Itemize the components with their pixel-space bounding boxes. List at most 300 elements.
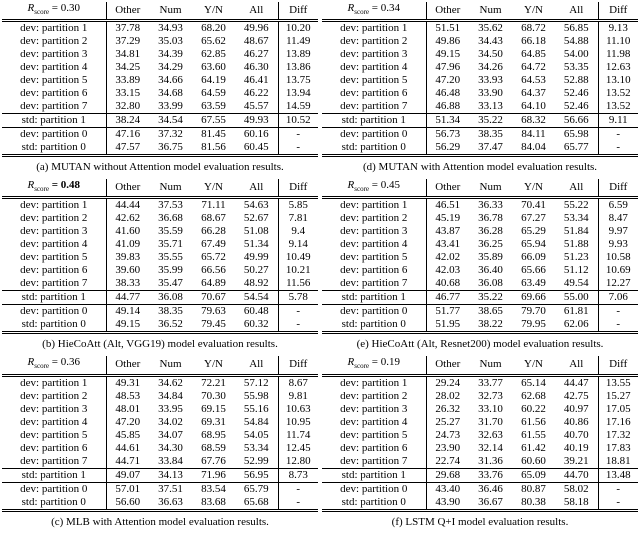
cell-all: 54.88 bbox=[563, 35, 589, 48]
cell-other: 43.41 bbox=[426, 238, 469, 251]
cell-diff: 10.49 bbox=[278, 251, 318, 264]
row-label: dev: partition 5 bbox=[340, 251, 408, 264]
table-row bbox=[2, 468, 318, 482]
cell-other: 51.34 bbox=[426, 114, 469, 128]
cell-diff: 13.75 bbox=[278, 74, 318, 87]
cell-yn: 62.68 bbox=[521, 389, 546, 402]
row-label: dev: partition 7 bbox=[340, 277, 408, 290]
cell-other: 47.96 bbox=[426, 61, 469, 74]
cell-all: 53.34 bbox=[563, 212, 589, 225]
cell-diff: 10.69 bbox=[598, 264, 638, 277]
column-header-diff: Diff bbox=[598, 2, 638, 21]
cell-all: 46.27 bbox=[243, 48, 269, 61]
cell-yn: 66.56 bbox=[201, 264, 226, 277]
cell-other: 41.60 bbox=[106, 225, 149, 238]
cell-yn: 69.31 bbox=[201, 415, 226, 428]
cell-num: 37.47 bbox=[469, 141, 512, 156]
cell-diff: - bbox=[598, 482, 638, 496]
header-row bbox=[2, 179, 318, 198]
cell-num: 33.99 bbox=[158, 100, 183, 113]
table-row bbox=[2, 390, 318, 403]
cell-diff: 8.47 bbox=[598, 212, 638, 225]
cell-other: 51.95 bbox=[426, 318, 469, 333]
cell-diff: 13.10 bbox=[598, 74, 638, 87]
cell-diff: 13.52 bbox=[598, 87, 638, 100]
table-row bbox=[322, 264, 638, 277]
column-header-num: Num bbox=[149, 2, 192, 21]
cell-diff: 17.83 bbox=[598, 442, 638, 455]
table-row bbox=[322, 277, 638, 291]
cell-yn: 67.49 bbox=[201, 238, 226, 251]
cell-other: 47.20 bbox=[106, 416, 149, 429]
row-label: std: partition 1 bbox=[322, 468, 426, 482]
cell-other: 42.03 bbox=[426, 264, 469, 277]
cell-all: 55.00 bbox=[555, 291, 598, 305]
cell-other: 46.88 bbox=[426, 100, 469, 114]
cell-all: 49.93 bbox=[235, 114, 278, 128]
cell-diff: 9.97 bbox=[598, 225, 638, 238]
column-header-diff: Diff bbox=[598, 179, 638, 198]
table-row bbox=[322, 429, 638, 442]
cell-all: 57.12 bbox=[243, 376, 269, 389]
cell-yn: 64.89 bbox=[201, 277, 226, 290]
cell-yn: 80.38 bbox=[512, 496, 555, 511]
right-column bbox=[320, 0, 640, 534]
table-row bbox=[2, 403, 318, 416]
cell-yn: 65.94 bbox=[521, 238, 546, 251]
cell-all: 51.08 bbox=[243, 225, 269, 238]
cell-num: 32.63 bbox=[478, 428, 503, 441]
cell-diff: 8.67 bbox=[278, 375, 318, 390]
row-label: dev: partition 6 bbox=[340, 87, 408, 100]
cell-num: 36.75 bbox=[149, 141, 192, 156]
row-label: dev: partition 4 bbox=[340, 415, 408, 428]
row-label: std: partition 1 bbox=[2, 291, 106, 305]
rscore-header: $R_{score} = 0.19$ bbox=[322, 356, 426, 375]
table-row bbox=[2, 21, 318, 36]
cell-num: 34.68 bbox=[158, 87, 183, 100]
table-row bbox=[322, 61, 638, 74]
cell-diff: 17.05 bbox=[598, 403, 638, 416]
row-label: dev: partition 3 bbox=[20, 225, 88, 238]
cell-diff: 12.45 bbox=[278, 442, 318, 455]
row-label: dev: partition 6 bbox=[20, 441, 88, 454]
cell-num: 36.40 bbox=[478, 264, 503, 277]
cell-num: 38.35 bbox=[149, 305, 192, 319]
cell-all: 55.22 bbox=[563, 199, 589, 212]
table-row bbox=[2, 429, 318, 442]
cell-yn: 67.55 bbox=[192, 114, 235, 128]
cell-all: 52.88 bbox=[563, 74, 589, 87]
cell-yn: 65.72 bbox=[201, 251, 226, 264]
table-row bbox=[2, 305, 318, 319]
table-row bbox=[2, 61, 318, 74]
cell-other: 46.77 bbox=[426, 291, 469, 305]
cell-diff: 9.81 bbox=[278, 390, 318, 403]
cell-yn: 61.55 bbox=[521, 428, 546, 441]
cell-num: 33.95 bbox=[158, 402, 183, 415]
row-label: dev: partition 7 bbox=[340, 100, 408, 113]
row-label: dev: partition 0 bbox=[322, 482, 426, 496]
cell-other: 43.90 bbox=[426, 496, 469, 511]
cell-diff: 10.95 bbox=[278, 416, 318, 429]
cell-num: 37.51 bbox=[149, 482, 192, 496]
cell-yn: 64.19 bbox=[201, 74, 226, 87]
cell-yn: 63.60 bbox=[201, 61, 226, 74]
cell-other: 47.20 bbox=[426, 74, 469, 87]
cell-num: 33.93 bbox=[478, 74, 503, 87]
cell-other: 28.02 bbox=[426, 390, 469, 403]
cell-all: 60.48 bbox=[235, 305, 278, 319]
cell-other: 56.60 bbox=[106, 496, 149, 511]
table-caption-b: (b) HieCoAtt (Alt, VGG19) model evaluation results. bbox=[42, 338, 278, 351]
cell-diff: - bbox=[598, 305, 638, 319]
cell-diff: - bbox=[278, 128, 318, 142]
cell-other: 57.01 bbox=[106, 482, 149, 496]
cell-other: 51.51 bbox=[426, 21, 469, 36]
cell-yn: 64.10 bbox=[521, 100, 546, 113]
cell-num: 34.30 bbox=[158, 441, 183, 454]
cell-yn: 68.95 bbox=[201, 428, 226, 441]
evaluation-table-a bbox=[2, 2, 318, 157]
cell-all: 60.32 bbox=[235, 318, 278, 333]
cell-num: 36.46 bbox=[469, 482, 512, 496]
row-label: dev: partition 2 bbox=[340, 35, 408, 48]
cell-yn: 68.20 bbox=[201, 22, 226, 35]
table-row bbox=[322, 455, 638, 469]
cell-all: 42.75 bbox=[563, 389, 589, 402]
table-row bbox=[322, 35, 638, 48]
table-row bbox=[322, 21, 638, 36]
cell-other: 45.85 bbox=[106, 429, 149, 442]
cell-diff: 13.89 bbox=[278, 48, 318, 61]
cell-other: 43.40 bbox=[426, 482, 469, 496]
column-header-all: All bbox=[235, 2, 278, 21]
column-header-all: All bbox=[555, 179, 598, 198]
table-row bbox=[322, 48, 638, 61]
cell-all: 55.16 bbox=[243, 402, 269, 415]
cell-other: 39.60 bbox=[106, 264, 149, 277]
row-label: std: partition 0 bbox=[322, 141, 426, 156]
cell-num: 38.22 bbox=[469, 318, 512, 333]
cell-yn: 67.27 bbox=[521, 212, 546, 225]
row-label: dev: partition 3 bbox=[340, 48, 408, 61]
cell-all: 49.96 bbox=[243, 22, 269, 35]
cell-yn: 64.53 bbox=[521, 74, 546, 87]
cell-num: 33.90 bbox=[478, 87, 503, 100]
row-label: dev: partition 2 bbox=[20, 35, 88, 48]
row-label: dev: partition 7 bbox=[20, 100, 88, 113]
table-row bbox=[322, 375, 638, 390]
row-label: dev: partition 3 bbox=[340, 225, 408, 238]
evaluation-table-c bbox=[2, 356, 318, 511]
row-label: dev: partition 0 bbox=[322, 128, 426, 142]
table-row bbox=[2, 114, 318, 128]
cell-all: 49.54 bbox=[563, 277, 589, 290]
cell-diff: - bbox=[278, 318, 318, 333]
cell-diff: 13.48 bbox=[598, 468, 638, 482]
cell-num: 38.65 bbox=[469, 305, 512, 319]
cell-all: 65.68 bbox=[235, 496, 278, 511]
header-row bbox=[2, 356, 318, 375]
cell-all: 65.98 bbox=[555, 128, 598, 142]
cell-other: 49.07 bbox=[106, 468, 149, 482]
cell-diff: 11.49 bbox=[278, 35, 318, 48]
table-row bbox=[322, 482, 638, 496]
rscore-header: $R_{score} = 0.34$ bbox=[322, 2, 426, 21]
table-row bbox=[2, 74, 318, 87]
row-label: dev: partition 2 bbox=[20, 389, 88, 402]
table-row bbox=[322, 114, 638, 128]
cell-diff: - bbox=[278, 305, 318, 319]
row-label: dev: partition 1 bbox=[340, 376, 408, 389]
row-label: dev: partition 5 bbox=[20, 428, 88, 441]
cell-diff: 11.98 bbox=[598, 48, 638, 61]
cell-other: 41.09 bbox=[106, 238, 149, 251]
cell-num: 34.07 bbox=[158, 428, 183, 441]
rscore-header: $R_{score} = 0.48$ bbox=[2, 179, 106, 198]
cell-yn: 68.67 bbox=[201, 212, 226, 225]
cell-num: 34.66 bbox=[158, 74, 183, 87]
cell-num: 33.84 bbox=[158, 454, 183, 467]
cell-diff: - bbox=[598, 141, 638, 156]
column-header-all: All bbox=[555, 356, 598, 375]
cell-num: 34.93 bbox=[158, 22, 183, 35]
cell-num: 36.25 bbox=[478, 238, 503, 251]
cell-diff: 13.86 bbox=[278, 61, 318, 74]
row-label: dev: partition 3 bbox=[20, 48, 88, 61]
table-row bbox=[2, 198, 318, 213]
table-row bbox=[322, 225, 638, 238]
cell-other: 51.77 bbox=[426, 305, 469, 319]
rscore-header: $R_{score} = 0.36$ bbox=[2, 356, 106, 375]
cell-other: 44.44 bbox=[106, 198, 149, 213]
cell-num: 36.33 bbox=[478, 199, 503, 212]
table-row bbox=[2, 87, 318, 100]
cell-yn: 65.29 bbox=[521, 225, 546, 238]
cell-yn: 63.49 bbox=[521, 277, 546, 290]
table-row bbox=[2, 212, 318, 225]
cell-other: 46.51 bbox=[426, 198, 469, 213]
row-label: dev: partition 2 bbox=[340, 212, 408, 225]
cell-all: 51.23 bbox=[563, 251, 589, 264]
cell-yn: 81.45 bbox=[192, 128, 235, 142]
cell-num: 37.32 bbox=[149, 128, 192, 142]
cell-diff: 10.52 bbox=[278, 114, 318, 128]
cell-all: 46.30 bbox=[243, 61, 269, 74]
cell-other: 48.01 bbox=[106, 403, 149, 416]
cell-yn: 65.66 bbox=[521, 264, 546, 277]
table-block-e bbox=[322, 179, 638, 350]
cell-other: 46.48 bbox=[426, 87, 469, 100]
cell-num: 35.99 bbox=[158, 264, 183, 277]
table-row bbox=[2, 251, 318, 264]
cell-num: 34.43 bbox=[478, 35, 503, 48]
cell-diff: 14.59 bbox=[278, 100, 318, 114]
cell-diff: 13.52 bbox=[598, 100, 638, 114]
cell-all: 51.12 bbox=[563, 264, 589, 277]
cell-diff: - bbox=[278, 496, 318, 511]
table-caption-c: (c) MLB with Attention model evaluation results. bbox=[51, 515, 269, 528]
row-label: std: partition 0 bbox=[2, 318, 106, 333]
cell-all: 51.88 bbox=[563, 238, 589, 251]
cell-num: 36.78 bbox=[478, 212, 503, 225]
cell-other: 22.74 bbox=[426, 455, 469, 469]
cell-diff: 11.74 bbox=[278, 429, 318, 442]
column-header-num: Num bbox=[469, 179, 512, 198]
header-row bbox=[322, 179, 638, 198]
column-header-num: Num bbox=[469, 2, 512, 21]
cell-num: 37.53 bbox=[158, 199, 183, 212]
cell-other: 43.87 bbox=[426, 225, 469, 238]
cell-yn: 67.76 bbox=[201, 454, 226, 467]
evaluation-table-b bbox=[2, 179, 318, 334]
cell-diff: 12.27 bbox=[598, 277, 638, 291]
table-block-b bbox=[2, 179, 318, 350]
table-row bbox=[2, 141, 318, 156]
left-column bbox=[0, 0, 320, 534]
cell-yn: 66.09 bbox=[521, 251, 546, 264]
evaluation-table-d bbox=[322, 2, 638, 157]
cell-yn: 69.15 bbox=[201, 402, 226, 415]
cell-num: 35.59 bbox=[158, 225, 183, 238]
cell-yn: 79.45 bbox=[192, 318, 235, 333]
cell-all: 48.67 bbox=[243, 35, 269, 48]
row-label: dev: partition 5 bbox=[340, 428, 408, 441]
cell-yn: 84.04 bbox=[512, 141, 555, 156]
column-header-y-n: Y/N bbox=[512, 356, 555, 375]
table-row bbox=[322, 128, 638, 142]
cell-num: 31.36 bbox=[478, 454, 503, 467]
row-label: dev: partition 4 bbox=[20, 415, 88, 428]
cell-all: 52.46 bbox=[563, 87, 589, 100]
cell-diff: 9.13 bbox=[598, 21, 638, 36]
cell-num: 35.03 bbox=[158, 35, 183, 48]
row-label: dev: partition 7 bbox=[20, 454, 88, 467]
cell-all: 65.77 bbox=[555, 141, 598, 156]
row-label: dev: partition 3 bbox=[20, 402, 88, 415]
column-header-all: All bbox=[555, 2, 598, 21]
cell-other: 56.29 bbox=[426, 141, 469, 156]
row-label: dev: partition 1 bbox=[20, 22, 88, 35]
cell-num: 36.08 bbox=[478, 277, 503, 290]
table-row bbox=[322, 74, 638, 87]
cell-yn: 64.59 bbox=[201, 87, 226, 100]
row-label: std: partition 1 bbox=[322, 114, 426, 128]
cell-all: 54.54 bbox=[235, 291, 278, 305]
cell-other: 47.57 bbox=[106, 141, 149, 156]
cell-num: 33.10 bbox=[478, 402, 503, 415]
column-header-y-n: Y/N bbox=[512, 2, 555, 21]
cell-other: 24.73 bbox=[426, 429, 469, 442]
cell-num: 34.29 bbox=[158, 61, 183, 74]
row-label: dev: partition 0 bbox=[2, 305, 106, 319]
cell-other: 49.15 bbox=[106, 318, 149, 333]
row-label: dev: partition 5 bbox=[20, 74, 88, 87]
cell-diff: 9.93 bbox=[598, 238, 638, 251]
cell-diff: - bbox=[598, 128, 638, 142]
cell-num: 35.47 bbox=[158, 277, 183, 290]
cell-diff: 10.20 bbox=[278, 21, 318, 36]
row-label: dev: partition 4 bbox=[20, 61, 88, 74]
cell-yn: 81.56 bbox=[192, 141, 235, 156]
table-block-a bbox=[2, 2, 318, 173]
column-header-num: Num bbox=[469, 356, 512, 375]
row-label: dev: partition 4 bbox=[20, 238, 88, 251]
cell-all: 51.34 bbox=[243, 238, 269, 251]
row-label: dev: partition 6 bbox=[20, 264, 88, 277]
cell-other: 25.27 bbox=[426, 416, 469, 429]
row-label: dev: partition 0 bbox=[2, 482, 106, 496]
cell-num: 33.77 bbox=[478, 376, 503, 389]
table-row bbox=[2, 238, 318, 251]
row-label: std: partition 1 bbox=[2, 468, 106, 482]
cell-diff: 6.59 bbox=[598, 198, 638, 213]
cell-diff: 10.58 bbox=[598, 251, 638, 264]
cell-diff: 11.56 bbox=[278, 277, 318, 291]
table-row bbox=[2, 318, 318, 333]
cell-yn: 61.56 bbox=[521, 415, 546, 428]
table-row bbox=[2, 442, 318, 455]
cell-diff: 11.10 bbox=[598, 35, 638, 48]
cell-all: 44.70 bbox=[555, 468, 598, 482]
cell-all: 55.98 bbox=[243, 389, 269, 402]
cell-num: 34.39 bbox=[158, 48, 183, 61]
cell-yn: 60.60 bbox=[521, 454, 546, 467]
cell-yn: 71.96 bbox=[192, 468, 235, 482]
column-header-y-n: Y/N bbox=[512, 179, 555, 198]
table-block-c bbox=[2, 356, 318, 527]
column-header-other: Other bbox=[106, 2, 149, 21]
cell-num: 34.54 bbox=[149, 114, 192, 128]
cell-diff: - bbox=[278, 482, 318, 496]
cell-other: 39.83 bbox=[106, 251, 149, 264]
row-label: std: partition 0 bbox=[2, 141, 106, 156]
row-label: dev: partition 4 bbox=[340, 238, 408, 251]
header-row bbox=[322, 2, 638, 21]
row-label: dev: partition 5 bbox=[340, 74, 408, 87]
table-row bbox=[322, 496, 638, 511]
cell-num: 32.14 bbox=[478, 441, 503, 454]
cell-yn: 65.09 bbox=[512, 468, 555, 482]
row-label: std: partition 1 bbox=[2, 114, 106, 128]
cell-other: 48.53 bbox=[106, 390, 149, 403]
cell-other: 42.62 bbox=[106, 212, 149, 225]
cell-all: 40.97 bbox=[563, 402, 589, 415]
cell-num: 33.76 bbox=[469, 468, 512, 482]
cell-diff: 7.81 bbox=[278, 212, 318, 225]
cell-all: 49.99 bbox=[243, 251, 269, 264]
cell-yn: 63.59 bbox=[201, 100, 226, 113]
cell-all: 50.27 bbox=[243, 264, 269, 277]
cell-other: 29.24 bbox=[426, 375, 469, 390]
cell-diff: 9.14 bbox=[278, 238, 318, 251]
cell-other: 47.16 bbox=[106, 128, 149, 142]
cell-diff: 9.11 bbox=[598, 114, 638, 128]
cell-yn: 71.11 bbox=[201, 199, 226, 212]
cell-all: 54.84 bbox=[243, 415, 269, 428]
column-header-y-n: Y/N bbox=[192, 356, 235, 375]
cell-all: 56.85 bbox=[563, 22, 589, 35]
cell-yn: 80.87 bbox=[512, 482, 555, 496]
row-label: dev: partition 0 bbox=[322, 305, 426, 319]
cell-yn: 60.22 bbox=[521, 402, 546, 415]
table-row bbox=[2, 100, 318, 114]
cell-all: 61.81 bbox=[555, 305, 598, 319]
table-row bbox=[322, 468, 638, 482]
cell-other: 26.32 bbox=[426, 403, 469, 416]
cell-other: 34.25 bbox=[106, 61, 149, 74]
